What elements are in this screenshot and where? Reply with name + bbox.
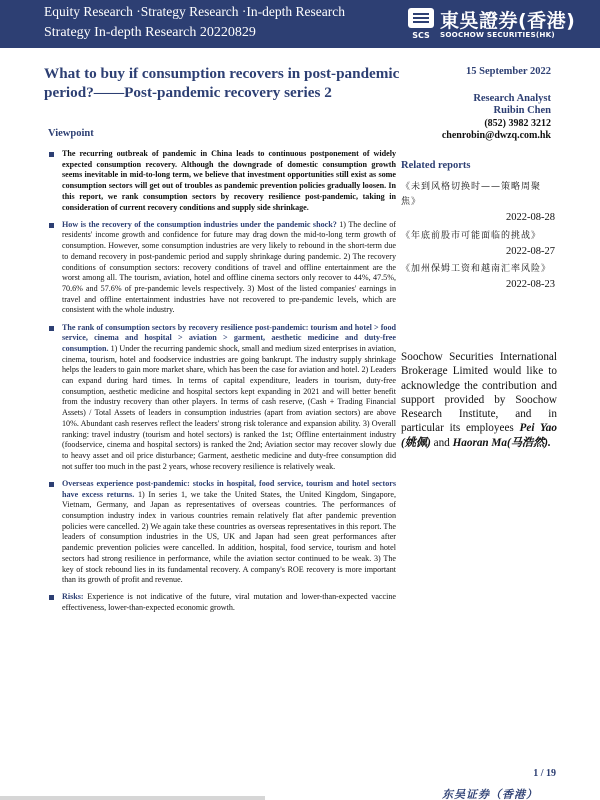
report-category: Equity Research ·Strategy Research ·In-depth Research <box>44 4 346 19</box>
bullet-heading: Risks: <box>62 592 84 602</box>
bullet-heading: How is the recovery of the consumption industries under the pandemic shock? <box>62 219 337 229</box>
company-logo <box>405 6 585 42</box>
bullet-bold-text: The recurring outbreak of pandemic in China leads to continuous postponement of widely expected consumption recovery. Although the downgrade of domestic consumption growth seems inevitable in mid-to-long term, we believe that investment opportunities still exist as some consumption sectors will get out of troubles as pandemic prevention policies gradually loosen. In this report, we rank consumption sectors by recovery resilience post-pandemic, taking in consideration of current recovery conditions and supply side shrinkage. <box>62 149 396 212</box>
ack-person: Pei Yao (姚佩) <box>401 422 557 449</box>
bullet-paragraph <box>48 149 396 213</box>
related-report-date: 2022-08-27 <box>506 246 555 257</box>
footer-brand: 东吴证券（香港） <box>442 788 538 800</box>
bullet-text: Experience is not indicative of the future, viral mutation and lower-than-expected vaccine effectiveness, lower-than-expected economic growth. <box>62 592 396 613</box>
ack-text: Soochow Securities International Brokerage Limited would like to acknowledge the contribution and support provided by Soochow Research Institute, and in particular its employees <box>401 351 557 435</box>
logo-abbr: SCS <box>412 31 430 40</box>
ack-text: and <box>430 436 453 449</box>
bullet-text: 1) In series 1, we take the United States, the United Kingdom, Singapore, Vietnam, Germany, and Japan as representatives of overseas countries. The performances of consumption industry index in various countries remain relatively flat after pandemic prevention policies were cancelled. 2) We again take these countries as overseas representatives in this report. The leaders of consumption industries in the US, UK and Japan had seen great performances after pandemic prevention policies were cancelled. In addition, hospital, food service, tourism and hotel sectors had strong resilience in performance, while the aviation sector continued to be weak. 3) The key of stock rebound lies in its fundamental recovery. A company's ROE recovery is more important than its growth of profit and revenue. <box>62 489 396 585</box>
bullet-text: 1) Under the recurring pandemic shock, small and medium sized enterprises in aviation, cinema, tourism, hotel and foodservice industries are going bankrupt. The industry supply shrinkage helps the leaders to gain more market share, which has been the case for aviation and hotel. 2) Leaders can expand during hard times. In terms of capital expenditure, leaders in tourism, duty-free consumption, aesthetic medicine and hospital sectors kept expanding in 2021 and will better benefit from the industry recovery than other players. In terms of cash reserve, (Cash + Trading Financial Assets) / Total Assets of leaders in consumption industries (apart from aviation sectors) are above 10%. Abundant cash reserves reflect the leaders' strong risk tolerance and expansion ability. 3) Overall ranking: travel industry (tourism and hotel sectors) is ranked the 1st; Offline entertainment industry (foodservice, cinema and hospital sectors) is ranked the 2nd; Aviation sector may recover slowly due to heavy asset and oil price disturbance; Garment, aesthetic medicine and duty-free consumption did not suffer too much in the past 2 years, whose recovery resilience is relatively weak. <box>62 343 396 471</box>
report-title: What to buy if consumption recovers in post-pandemic period?——Post-pandemic recovery series 2 <box>44 65 400 101</box>
bullet-heading: The rank of consumption sectors by recovery resilience post-pandemic: tourism and hotel > food service, cinema and hospital > aviation > garment, aesthetic medicine and duty-free consumption. <box>62 322 396 353</box>
related-report-title[interactable]: 《未到风格切换时——策略周聚焦》 <box>401 182 542 207</box>
page-number: 1 / 19 <box>533 768 556 779</box>
analyst-block <box>442 93 551 143</box>
related-report-item <box>401 262 555 292</box>
analyst-phone: (852) 3982 3212 <box>484 117 551 129</box>
analyst-email[interactable]: chenrobin@dwzq.com.hk <box>441 130 551 142</box>
related-report-date: 2022-08-23 <box>506 279 555 290</box>
company-name-cn: 東吳證券(香港) <box>440 10 576 32</box>
viewpoint-body <box>48 149 396 620</box>
report-date: 15 September 2022 <box>466 66 551 77</box>
bullet-heading: Overseas experience post-pandemic: stocks in hospital, food service, tourism and hotel sectors have excess returns. <box>62 478 396 499</box>
bullet-paragraph <box>48 479 396 586</box>
related-report-title[interactable]: 《加州保姆工资和越南汇率风险》 <box>401 264 552 274</box>
bullet-text: 1) The decline of residents' income growth and confidence for future may drag down the mid-to-long term growth of consumption. However, some consumption industries are very likely to rebound in the short-term due to demand recovery in post-pandemic period and supply shrinkage during pandemic. 2) The recovery conditions of consumption sectors: recovery conditions of travel and offline entertainment are the worst among all. The tourism, aviation, hotel and offline cinema sectors only recover to 44%, 47.5%, 70.6% and 57.6% of pre-pandemic levels respectively. 3) Most of the listed companies' earnings in travel and offline entertainment industries have not recovered to pre-pandemic levels, which are consistent with the whole industry. <box>62 219 396 315</box>
analyst-role: Research Analyst <box>473 93 551 104</box>
company-name-en: SOOCHOW SECURITIES(HK) <box>440 30 555 39</box>
scs-logo-icon <box>405 6 437 40</box>
footer-divider <box>0 796 265 800</box>
related-report-item <box>401 180 555 225</box>
bullet-paragraph <box>48 592 396 613</box>
analyst-name: Ruibin Chen <box>493 105 551 117</box>
related-reports-heading: Related reports <box>401 160 471 171</box>
viewpoint-heading: Viewpoint <box>48 128 94 139</box>
related-report-item <box>401 229 555 259</box>
ack-person: Haoran Ma(马浩然). <box>452 436 551 449</box>
report-series-id: Strategy In-depth Research 20220829 <box>44 25 256 40</box>
bullet-paragraph <box>48 220 396 316</box>
report-header-bar <box>0 0 600 48</box>
acknowledgement <box>401 350 557 450</box>
bullet-paragraph <box>48 323 396 473</box>
related-report-title[interactable]: 《年底前股市可能面临的挑战》 <box>401 231 542 241</box>
related-report-date: 2022-08-28 <box>506 212 555 223</box>
